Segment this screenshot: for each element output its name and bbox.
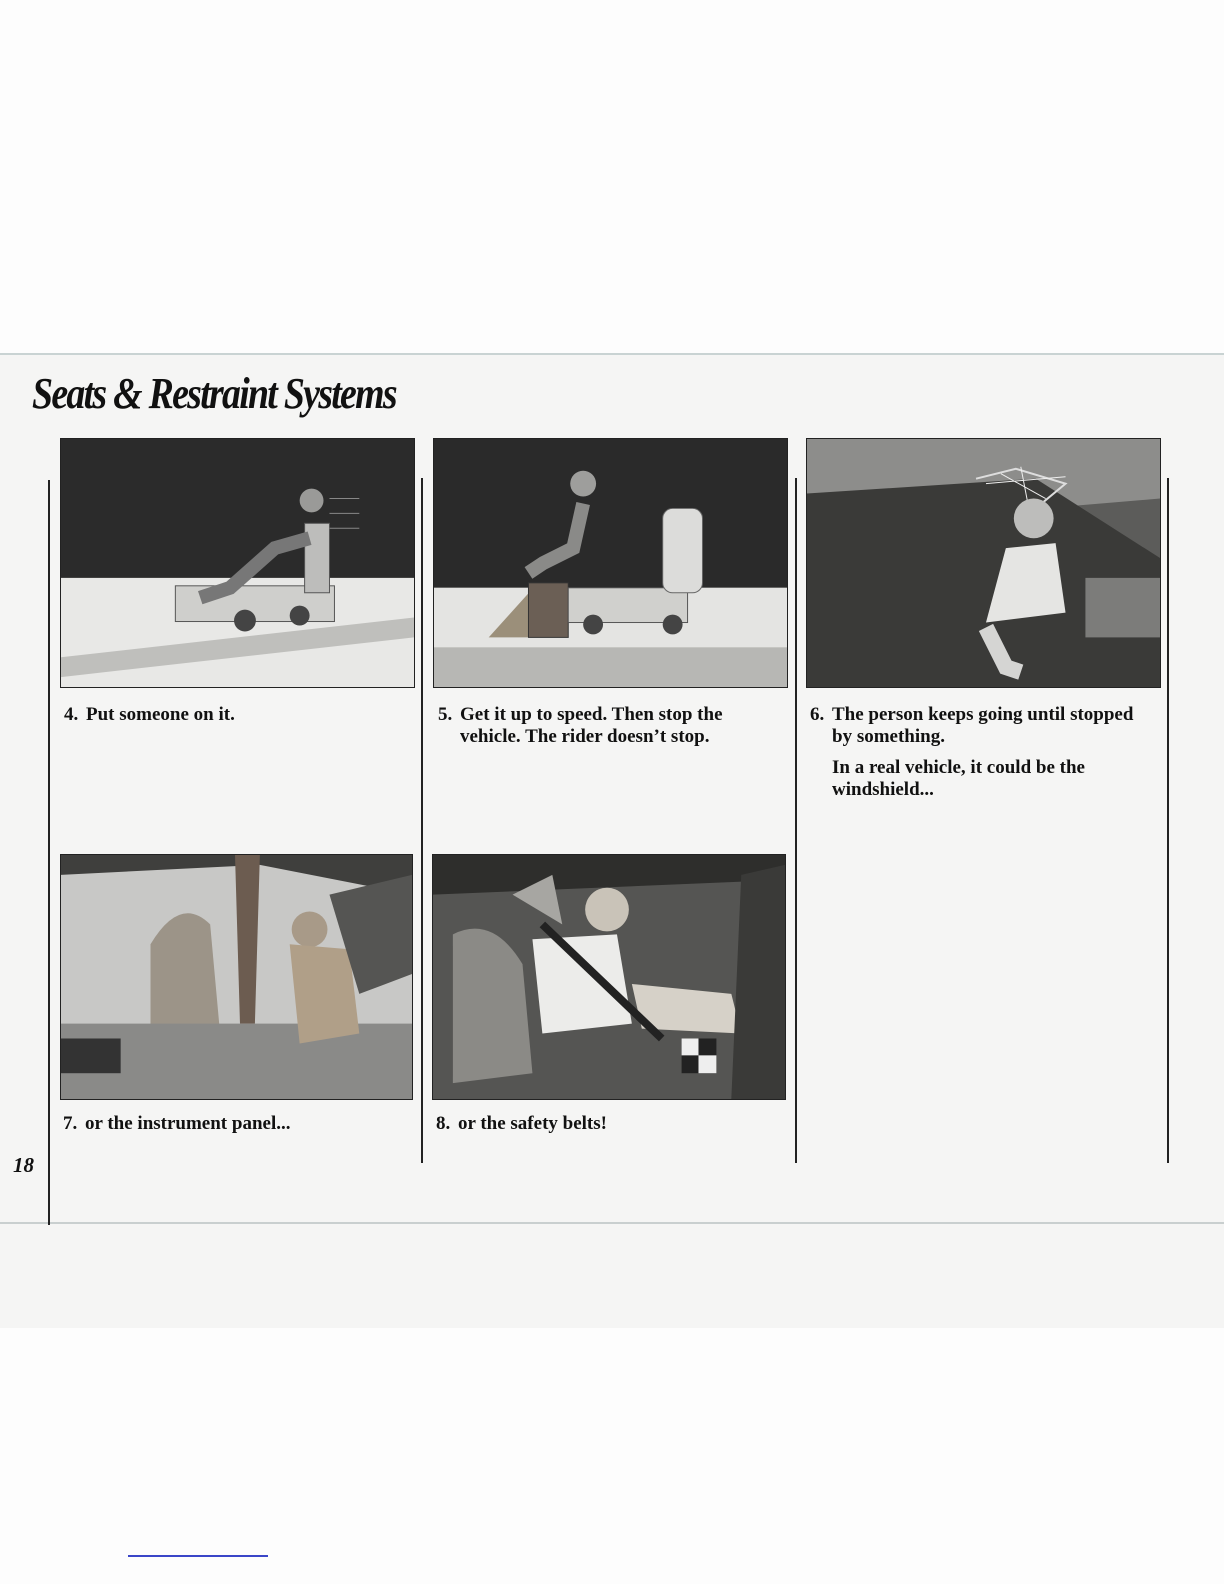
extra-line-1: In a real vehicle, it could be the [832,757,1085,778]
bottom-rule [0,1222,1224,1224]
page-title: Seats & Restraint Systems [32,369,396,418]
page-number: 18 [13,1153,34,1177]
step-number: 7. [63,1113,78,1134]
step-text: or the safety belts! [458,1113,607,1134]
right-margin-rule [1167,478,1169,1163]
step-text-continued: by something. [832,726,945,747]
column-divider-2 [795,478,797,1163]
left-margin-rule [48,480,50,1225]
photo-safety-belts [432,854,786,1100]
step-text: The person keeps going until stopped [832,704,1134,725]
photo-windshield-impact [806,438,1161,688]
step-text-continued: vehicle. The rider doesn’t stop. [460,726,710,747]
column-divider-1 [421,478,423,1163]
step-text: or the instrument panel... [85,1113,291,1134]
caption-step-7 [63,1113,290,1135]
step-number: 6. [810,704,825,725]
footer-link-underline[interactable] [128,1555,268,1557]
extra-line-2: windshield... [832,779,934,800]
caption-step-4 [64,704,235,726]
top-rule [0,353,1224,355]
step-number: 8. [436,1113,451,1134]
step-text: Get it up to speed. Then stop the [460,704,723,725]
caption-step-8 [436,1113,607,1135]
caption-step-5 [438,704,723,748]
step-number: 4. [64,704,79,725]
step-text: Put someone on it. [86,704,235,725]
step-number: 5. [438,704,453,725]
photo-rider-on-sled [60,438,415,688]
step-6-extra [832,757,1085,801]
photo-sled-stopping [433,438,788,688]
caption-step-6 [810,704,1133,748]
photo-instrument-panel [60,854,413,1100]
